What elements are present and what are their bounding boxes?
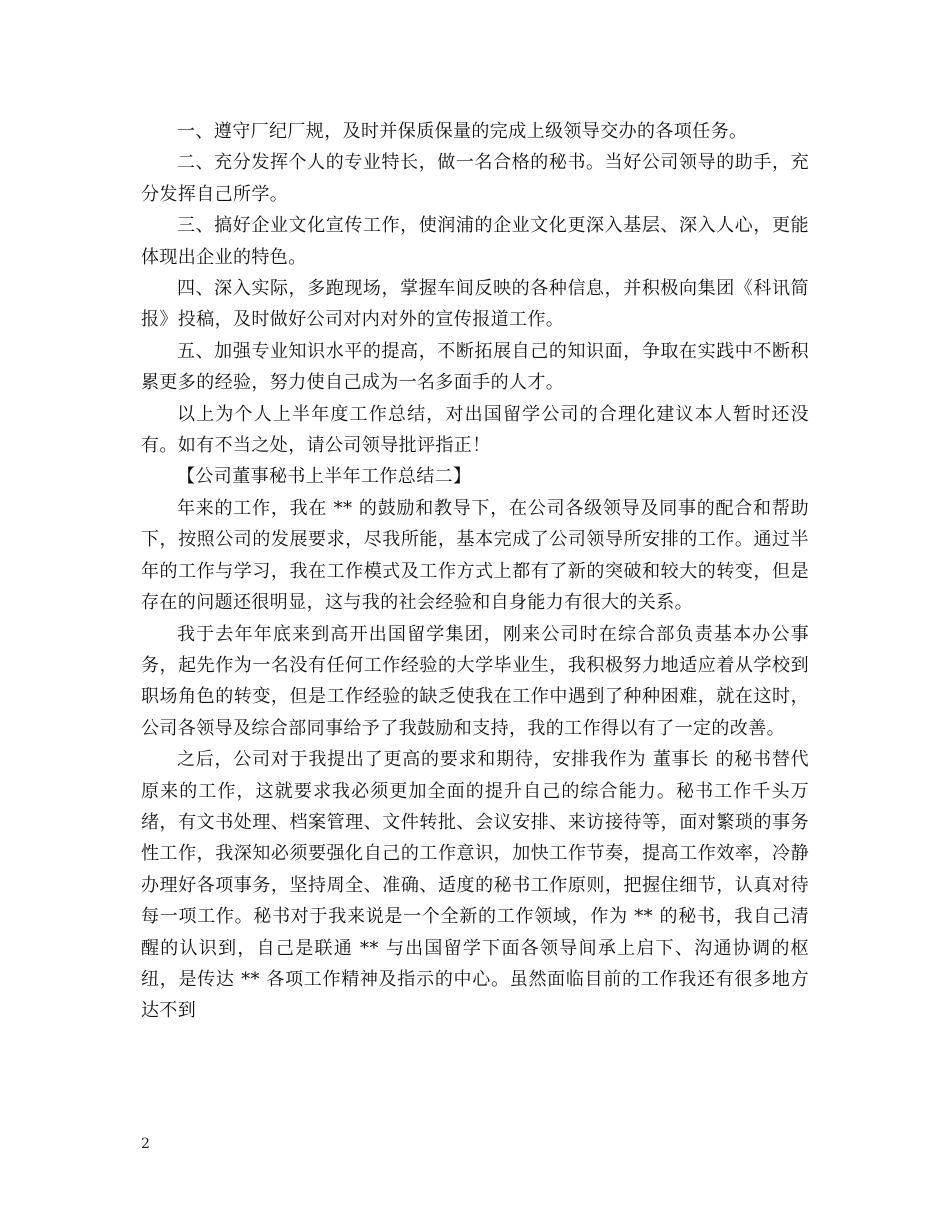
paragraph-9: 之后，公司对于我提出了更高的要求和期待，安排我作为 董事长 的秘书替代原来的工作，这就要求我必须更加全面的提升自己的综合能力。秘书工作千头万绪，有文书处理、档案管理、文件转批、会议安排、来访接待等，面对繁琐的事务性工作，我深知必须要强化自己的工作意识，加快工作节奏，提高工作效率，冷静办理好各项事务，坚持周全、准确、适度的秘书工作原则，把握住细节，认真对待每一项工作。秘书对于我来说是一个全新的工作领域，作为 ** 的秘书，我自己清醒的认识到，自己是联通 ** 与出国留学下面各领导间承上启下、沟通协调的枢纽，是传达 ** 各项工作精神及指示的中心。虽然面临目前的工作我还有很多地方达不到: [141, 749, 809, 1022]
paragraph-7: 年来的工作，我在 ** 的鼓励和教导下，在公司各级领导及同事的配合和帮助下，按照公司的发展要求，尽我所能，基本完成了公司领导所安排的工作。通过半年的工作与学习，我在工作模式及工作方式上都有了新的突破和较大的转变，但是存在的问题还很明显，这与我的社会经验和自身能力有很大的关系。: [141, 497, 809, 614]
paragraph-4: 四、深入实际，多跑现场，掌握车间反映的各种信息，并积极向集团《科讯简报》投稿，及时做好公司对内对外的宣传报道工作。: [141, 278, 809, 331]
page-number: 2: [141, 1136, 150, 1152]
paragraph-8: 我于去年年底来到高开出国留学集团，刚来公司时在综合部负责基本办公事务，起先作为一名没有任何工作经验的大学毕业生，我积极努力地适应着从学校到职场角色的转变，但是工作经验的缺乏使我在工作中遇到了种种困难，就在这时，公司各领导及综合部同事给予了我鼓励和支持，我的工作得以有了一定的改善。: [141, 623, 809, 739]
paragraph-6: 以上为个人上半年度工作总结，对出国留学公司的合理化建议本人暂时还没有。如有不当之处，请公司领导批评指正！: [141, 403, 809, 457]
document-body: [141, 116, 809, 1027]
section-heading: 【公司董事秘书上半年工作总结二】: [177, 466, 472, 488]
paragraph-2: 二、充分发挥个人的专业特长，做一名合格的秘书。当好公司领导的助手，充分发挥自己所学。: [141, 152, 809, 205]
paragraph-3: 三、搞好企业文化宣传工作，使润浦的企业文化更深入基层、深入人心，更能体现出企业的特色。: [141, 215, 809, 268]
paragraph-1: 一、遵守厂纪厂规，及时并保质保量的完成上级领导交办的各项任务。: [177, 121, 748, 142]
paragraph-5: 五、加强专业知识水平的提高，不断拓展自己的知识面，争取在实践中不断积累更多的经验，努力使自己成为一名多面手的人才。: [141, 340, 809, 394]
